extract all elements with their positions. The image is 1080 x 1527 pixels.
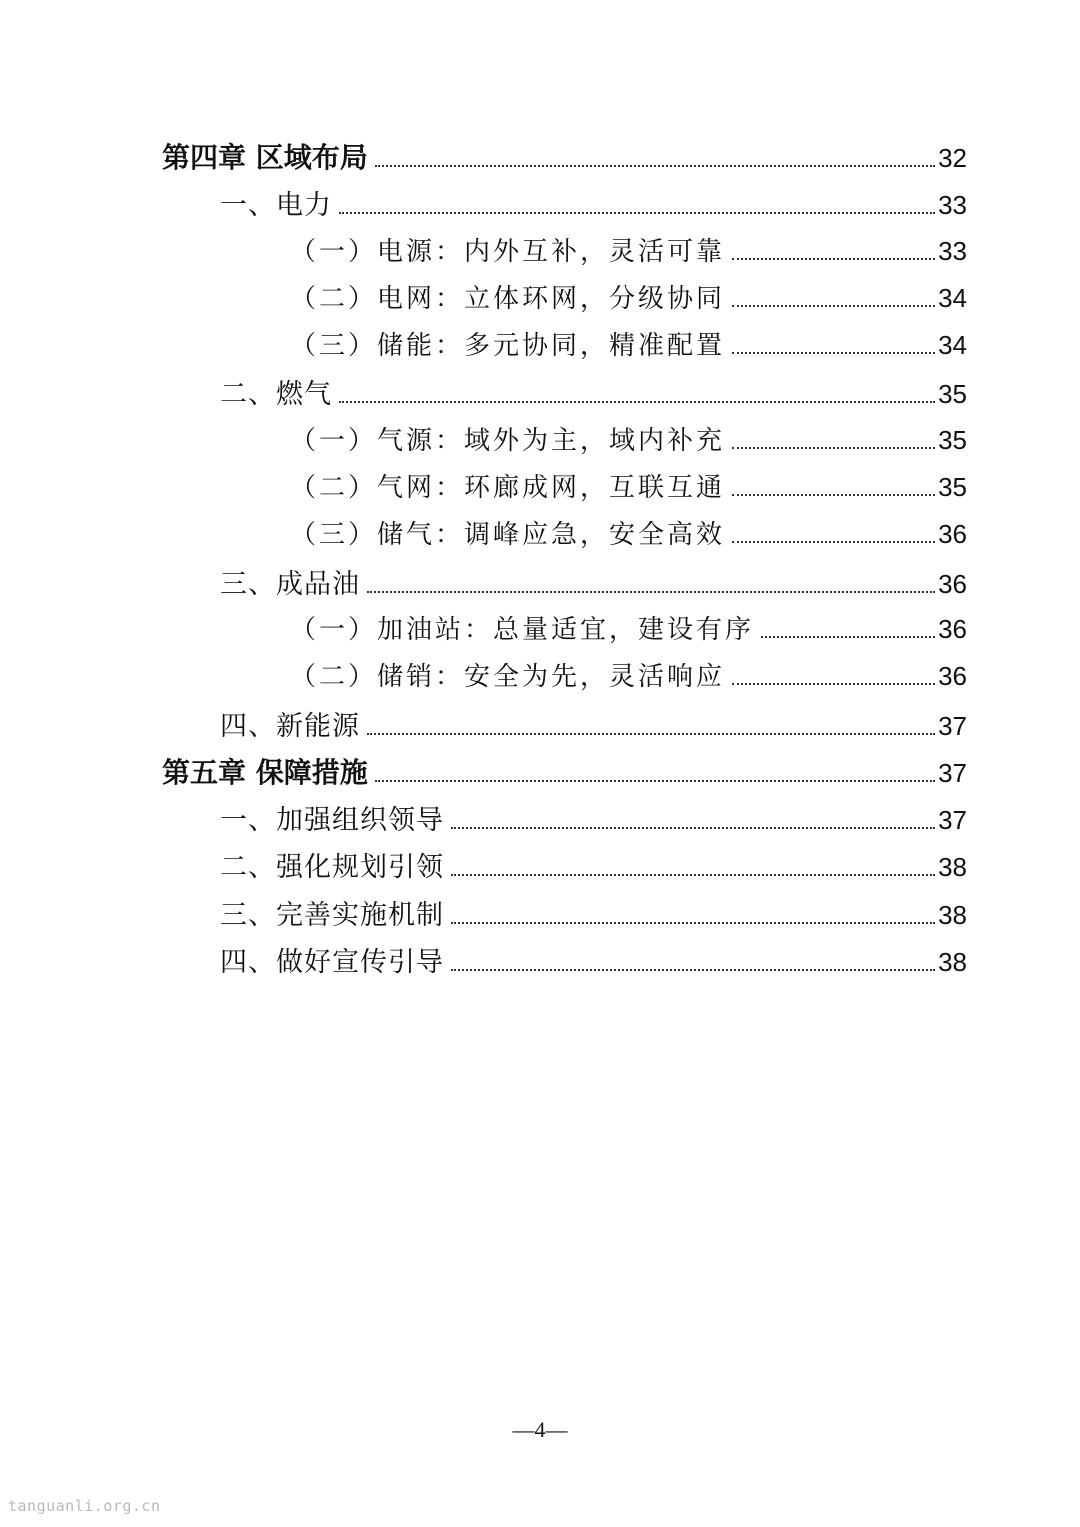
toc-entry-subsection[interactable] [162, 656, 967, 703]
toc-entry-page: 37 [938, 710, 967, 741]
toc-entry-label: （三）储能：多元协同，精准配置 [290, 331, 726, 362]
toc-entry-page: 38 [938, 852, 967, 883]
dot-leader [732, 493, 935, 496]
dot-leader [732, 682, 935, 685]
dot-leader [732, 304, 935, 307]
toc-entry-section[interactable] [162, 845, 967, 892]
toc-entry-label: （一）电源：内外互补，灵活可靠 [290, 236, 726, 267]
toc-entry-subsection[interactable] [162, 231, 967, 278]
dot-leader [732, 351, 935, 354]
toc-entry-label: （一）加油站：总量适宜，建设有序 [290, 614, 755, 645]
toc-entry-label: 一、电力 [220, 190, 332, 222]
dot-leader [732, 540, 935, 543]
toc-entry-label: （二）储销：安全为先，灵活响应 [290, 662, 726, 693]
toc-entry-label: 四、新能源 [220, 710, 360, 742]
dot-leader [732, 446, 935, 449]
toc-entry-page: 34 [938, 330, 967, 361]
toc-entry-label: （二）电网：立体环网，分级协同 [290, 283, 726, 314]
toc-entry-page: 33 [938, 235, 967, 266]
toc-entry-label: 二、燃气 [220, 379, 332, 411]
toc-entry-label: （三）储气：调峰应急，安全高效 [290, 520, 726, 551]
toc-entry-page: 37 [938, 757, 967, 788]
toc-entry-page: 36 [938, 613, 967, 644]
toc-entry-section[interactable] [162, 183, 967, 230]
toc-entry-label: （一）气源：域外为主，域内补充 [290, 425, 726, 456]
toc-entry-section[interactable] [162, 704, 967, 751]
toc-entry-label: 二、强化规划引领 [220, 852, 444, 884]
toc-entry-page: 36 [938, 661, 967, 692]
toc-entry-subsection[interactable] [162, 514, 967, 561]
table-of-contents [162, 136, 967, 987]
toc-entry-subsection[interactable] [162, 420, 967, 467]
toc-entry-subsection[interactable] [162, 609, 967, 656]
dot-leader [375, 779, 935, 782]
toc-entry-section[interactable] [162, 798, 967, 845]
toc-entry-page: 36 [938, 519, 967, 550]
watermark-text: tanguanli.org.cn [8, 1497, 161, 1515]
toc-entry-label: 三、完善实施机制 [220, 899, 444, 931]
dot-leader [761, 635, 935, 638]
dot-leader [451, 968, 935, 971]
toc-entry-label: （二）气网：环廊成网，互联互通 [290, 473, 726, 504]
toc-entry-section[interactable] [162, 893, 967, 940]
toc-entry-page: 37 [938, 805, 967, 836]
dot-leader [367, 732, 935, 735]
toc-entry-label: 三、成品油 [220, 568, 360, 600]
toc-entry-label: 第四章 区域布局 [162, 141, 368, 174]
toc-entry-page: 33 [938, 190, 967, 221]
dot-leader [375, 164, 935, 167]
toc-entry-label: 第五章 保障措施 [162, 755, 368, 789]
toc-entry-section[interactable] [162, 372, 967, 419]
toc-entry-section[interactable] [162, 940, 967, 987]
toc-entry-label: 四、做好宣传引导 [220, 947, 444, 979]
toc-entry-page: 34 [938, 282, 967, 313]
dot-leader [339, 211, 935, 214]
toc-entry-chapter-4[interactable] [162, 136, 967, 183]
dot-leader [451, 873, 935, 876]
toc-entry-subsection[interactable] [162, 278, 967, 325]
toc-entry-page: 35 [938, 472, 967, 503]
dot-leader [451, 921, 935, 924]
toc-entry-page: 36 [938, 568, 967, 599]
dot-leader [339, 400, 935, 403]
dot-leader [732, 257, 935, 260]
toc-entry-page: 35 [938, 424, 967, 455]
toc-entry-subsection[interactable] [162, 325, 967, 372]
toc-entry-page: 35 [938, 379, 967, 410]
dot-leader [451, 826, 935, 829]
dot-leader [367, 590, 935, 593]
toc-entry-page: 38 [938, 899, 967, 930]
toc-entry-label: 一、加强组织领导 [220, 805, 444, 837]
page-number: —4— [512, 1417, 568, 1442]
toc-entry-chapter-5[interactable] [162, 751, 967, 798]
toc-entry-page: 38 [938, 947, 967, 978]
toc-entry-page: 32 [938, 143, 967, 173]
toc-entry-section[interactable] [162, 562, 967, 609]
toc-entry-subsection[interactable] [162, 467, 967, 514]
